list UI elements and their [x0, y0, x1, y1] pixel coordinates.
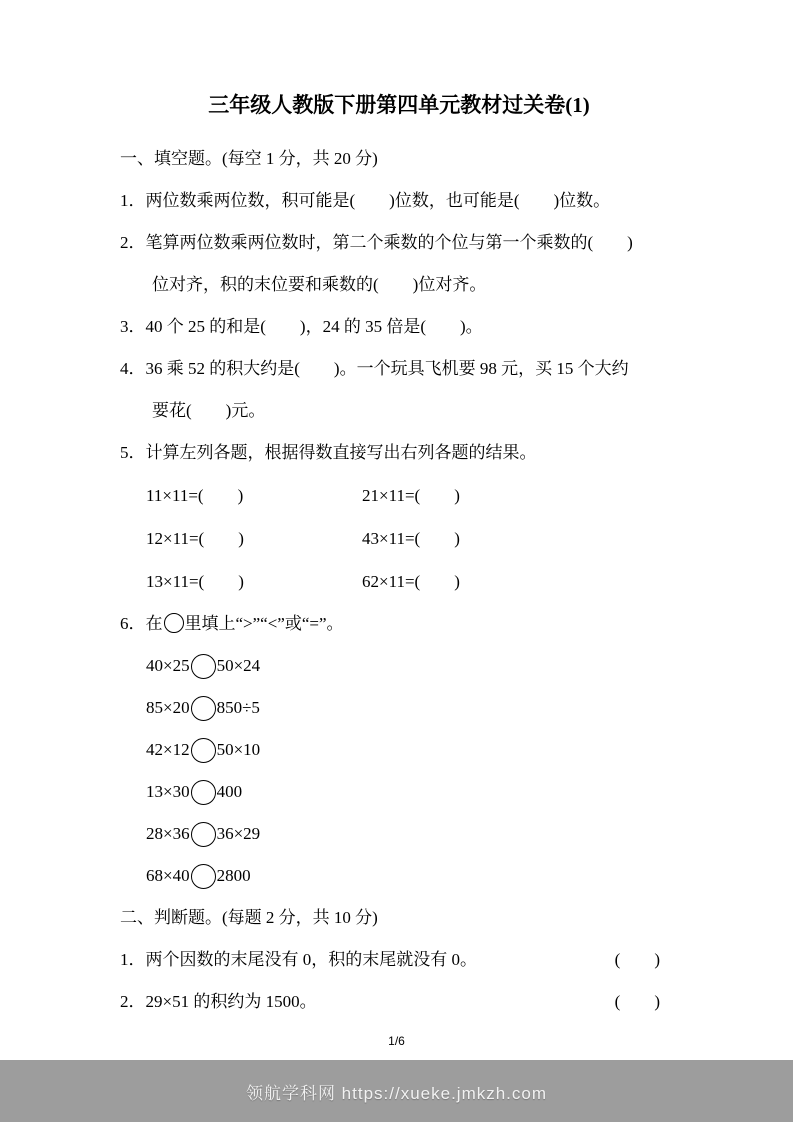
section1-heading: 一、填空题。(每空 1 分，共 20 分)	[120, 149, 378, 168]
comparison-row	[120, 855, 678, 897]
answer-blank: ( )	[614, 992, 660, 1011]
calc-item: 11×11=( )	[146, 486, 244, 505]
question-3: 3．40 个 25 的和是( )，24 的 35 倍是( )。	[120, 317, 483, 336]
answer-blank: ( )	[614, 950, 660, 969]
question-6-prefix: 6．在	[120, 614, 163, 633]
section2-heading: 二、判断题。(每题 2 分，共 10 分)	[120, 908, 378, 927]
answer-circle	[191, 864, 216, 889]
comparison-right: 400	[216, 782, 243, 801]
calc-item: 13×11=( )	[146, 572, 244, 591]
circle-icon	[164, 613, 184, 633]
question-2-line1: 2．笔算两位数乘两位数时，第二个乘数的个位与第一个乘数的( )	[120, 233, 633, 252]
exam-content	[120, 90, 678, 1023]
answer-circle	[191, 696, 216, 721]
calc-item: 21×11=( )	[362, 486, 460, 505]
page-title: 三年级人教版下册第四单元教材过关卷(1)	[208, 93, 590, 117]
judge-question-text: 2．29×51 的积约为 1500。	[120, 992, 317, 1011]
comparison-row	[120, 645, 678, 687]
comparison-left: 40×25	[146, 656, 190, 675]
question-5-grid	[120, 474, 678, 603]
comparison-right: 850÷5	[216, 698, 260, 717]
comparison-right: 50×10	[216, 740, 261, 759]
watermark-bar	[0, 1060, 793, 1122]
calc-item: 43×11=( )	[362, 529, 460, 548]
answer-circle	[191, 780, 216, 805]
question-1: 1．两位数乘两位数，积可能是( )位数，也可能是( )位数。	[120, 191, 611, 210]
comparison-row	[120, 687, 678, 729]
judge-question-1	[120, 939, 678, 981]
comparison-row	[120, 729, 678, 771]
judge-question-2	[120, 981, 678, 1023]
question-6-suffix: 里填上“>”“<”或“=”。	[184, 614, 344, 633]
comparison-left: 42×12	[146, 740, 190, 759]
answer-circle	[191, 654, 216, 679]
answer-circle	[191, 738, 216, 763]
calc-item: 12×11=( )	[146, 529, 244, 548]
calc-item: 62×11=( )	[362, 572, 460, 591]
question-5: 5．计算左列各题，根据得数直接写出右列各题的结果。	[120, 443, 537, 462]
comparison-right: 36×29	[216, 824, 261, 843]
watermark-text: 领航学科网 https://xueke.jmkzh.com	[245, 1083, 548, 1103]
comparison-row	[120, 813, 678, 855]
comparison-row	[120, 771, 678, 813]
comparison-right: 2800	[216, 866, 251, 885]
question-4-line2: 要花( )元。	[152, 401, 266, 420]
comparison-left: 28×36	[146, 824, 190, 843]
page-number: 1/6	[388, 1034, 405, 1048]
comparison-left: 68×40	[146, 866, 190, 885]
question-4-line1: 4．36 乘 52 的积大约是( )。一个玩具飞机要 98 元，买 15 个大约	[120, 359, 629, 378]
comparison-left: 13×30	[146, 782, 190, 801]
judge-question-text: 1．两个因数的末尾没有 0，积的末尾就没有 0。	[120, 950, 477, 969]
comparison-left: 85×20	[146, 698, 190, 717]
comparison-right: 50×24	[216, 656, 261, 675]
answer-circle	[191, 822, 216, 847]
question-6	[120, 603, 678, 645]
question-2-line2: 位对齐，积的末位要和乘数的( )位对齐。	[152, 275, 487, 294]
